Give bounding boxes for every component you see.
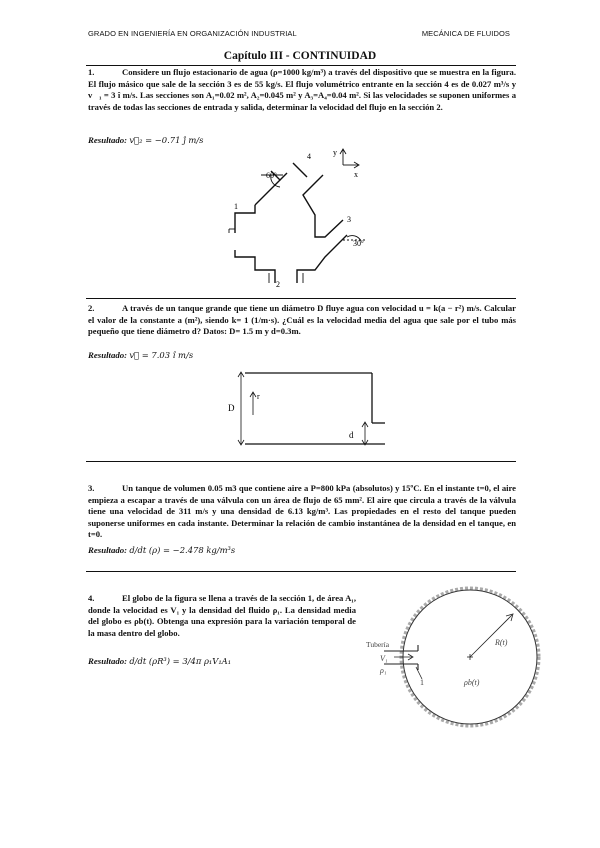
problem-4 [88,593,356,639]
problem-2-result-value: v⃗ = 7.03 î m/s [129,350,194,360]
problem-1-result [88,135,203,145]
title-divider [86,65,516,66]
figure4-velocity-label: V₁ [380,654,388,663]
figure1-axis-x: x [354,170,358,179]
figure4-section-1: 1 [420,678,424,687]
header-subject: MECÁNICA DE FLUIDOS [421,29,510,38]
figure1-section-2: 2 [276,280,280,289]
figure4-density-label: ρ₁ [380,666,387,675]
problem-3-divider [86,571,516,572]
figure2-diameter-label: D [228,403,235,413]
problem-1-figure [225,145,385,295]
problem-2-figure [225,365,390,455]
problem-2-result [88,350,193,360]
figure1-section-4: 4 [307,152,311,161]
chapter-title: Capítulo III - CONTINUIDAD [223,50,377,62]
problem-1 [88,67,516,113]
problem-3-result-value: d/dt (ρ) = −2.478 kg/m³s [129,545,236,555]
figure4-radius-label: R(t) [495,638,508,647]
figure1-section-1: 1 [234,202,238,211]
figure2-radius-label: r [257,392,260,401]
problem-2-number: 2. [88,303,95,313]
problem-1-number: 1. [88,67,95,77]
figure4-balloon-density: ρb(t) [464,678,480,687]
problem-3-result [88,545,235,555]
problem-3-number: 3. [88,483,95,493]
problem-2-text: A través de un tanque grande que tiene un diámetro D fluye agua con velocidad u = k(a − r²) m/s. Calcular el valor de la constante a (m²), siendo k= 1 (1/m·s). ¿Cuál es la velocidad media del agua que sale por el tubo más pequeño que tiene diámetro d? Datos: D= 1.5 m y d=0.3m. [88,303,516,337]
problem-4-number: 4. [88,593,95,603]
problem-1-result-label: Resultado: [88,135,128,145]
problem-2-result-label: Resultado: [88,350,128,360]
figure1-axis-y: y [333,148,337,157]
figure4-tuberia-label: Tubería [366,640,390,649]
problem-4-result-label: Resultado: [88,656,128,666]
figure2-small-d-label: d [349,430,354,440]
figure1-angle-30: 30º [353,239,364,248]
problem-2 [88,303,516,338]
problem-3-text: Un tanque de volumen 0.05 m3 que contiene aire a P=800 kPa (absolutos) y 15ºC. En el instante t=0, el aire empieza a escapar a través de una válvula con un área de flujo de 65 mm². El aire que circula a través de la válvula tiene una velocidad de 311 m/s y una densidad de 6.13 kg/m³. Las propiedades en el resto del tanque pueden suponerse uniformes en cada instante. Determinar la relación de cambio instantánea de la densidad en el tanque, en t=0. [88,483,516,540]
problem-1-divider [86,298,516,299]
problem-4-result [88,656,231,666]
problem-1-text: Considere un flujo estacionario de agua (ρ=1000 kg/m³) a través del dispositivo que se muestra en la figura. El flujo másico que sale de la sección 3 es de 55 kg/s. El flujo volumétrico entrante en la sección 4 es de 0.027 m³/s y v⃗₁ = 3 î m/s. Las secciones son A₁=0.02 m², A₂=0.045 m² y A₃=A₄=0.04 m². Si las velocidades se suponen uniformes a través de todas las secciones de entrada y salida, determinar la velocidad del flujo en la sección 2. [88,67,516,112]
figure1-angle-60: 60º [266,171,277,180]
problem-4-result-value: d/dt (ρR³) = 3/4π ρ₁V₁A₁ [129,656,232,666]
figure1-section-3: 3 [347,215,351,224]
problem-3 [88,483,516,541]
header-course: GRADO EN INGENIERÍA EN ORGANIZACIÓN INDUSTRIAL [88,29,297,38]
problem-2-divider [86,461,516,462]
problem-4-figure [360,585,530,735]
problem-4-text: El globo de la figura se llena a través de la sección 1, de área A₁, donde la velocidad es V₁ y la densidad del fluido ρ₁. La densidad media del globo es ρb(t). Obtenga una expresión para la variación temporal de la masa dentro del globo. [88,593,356,638]
problem-3-result-label: Resultado: [88,545,128,555]
problem-1-result-value: v⃗₂ = −0.71 ĵ m/s [129,135,204,145]
